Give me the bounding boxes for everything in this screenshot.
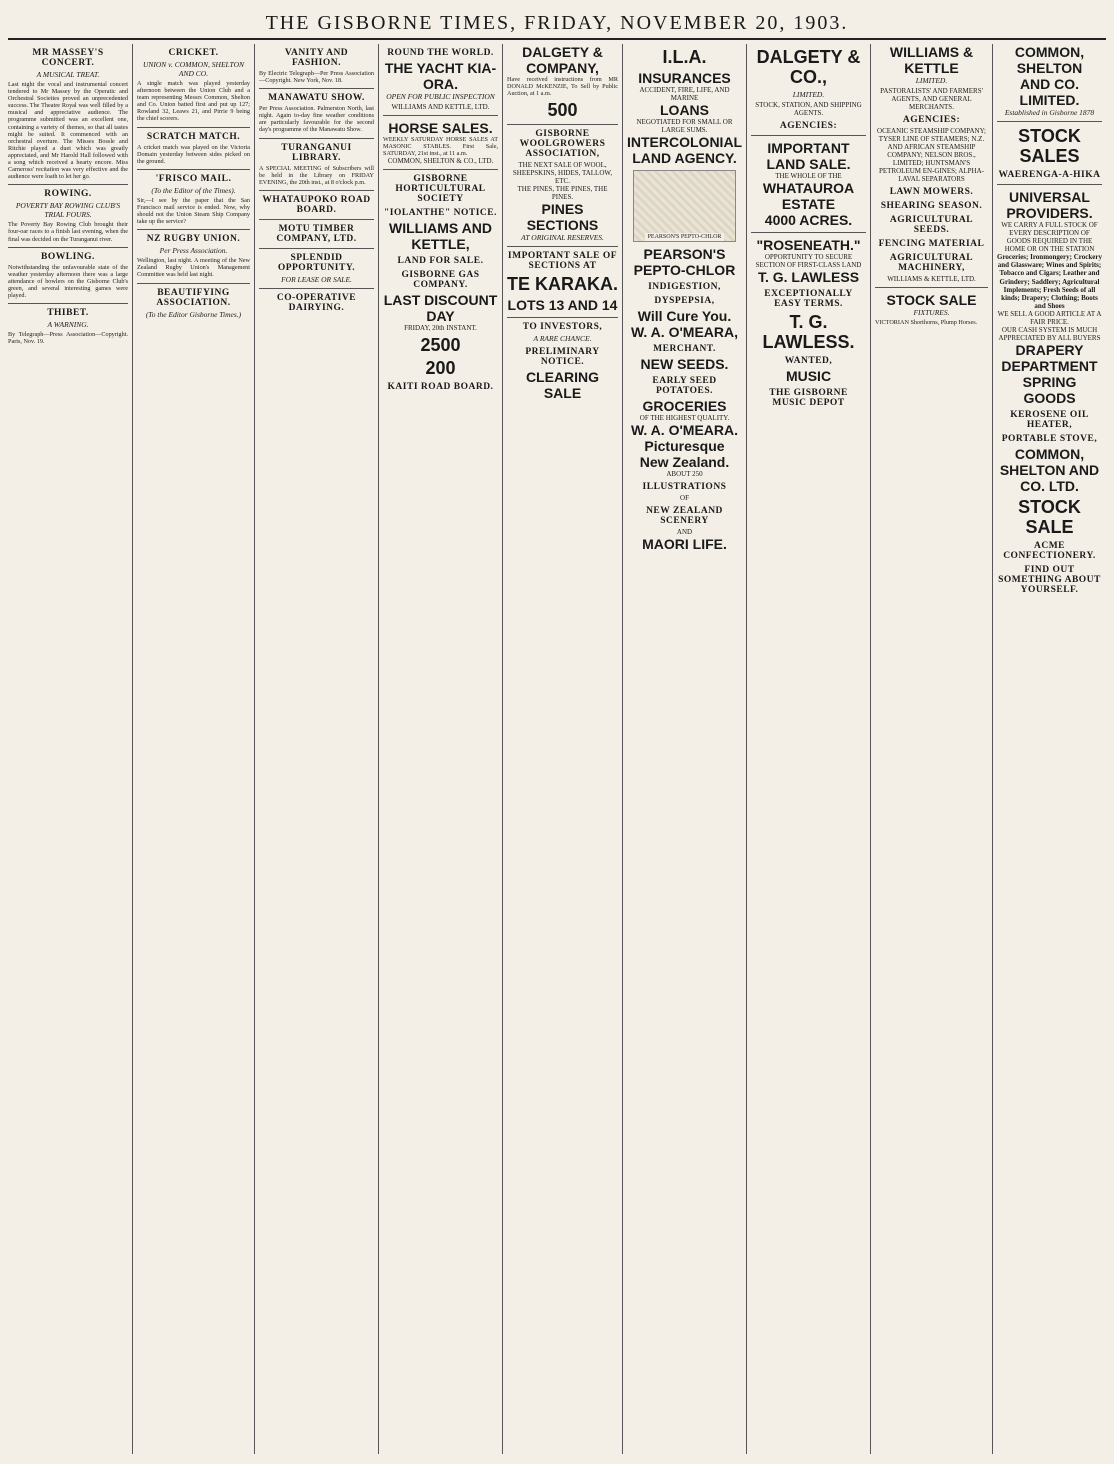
article-text: Per Press Association. Palmerston North, last night. Again to-day fine weather conditions are particularly favourable for the second day's programme of the Manawatu Show. (259, 105, 374, 134)
subheading: FIXTURES. (913, 308, 950, 317)
heading: STOCK SALE (886, 292, 977, 308)
big-number: 2500 (420, 335, 461, 356)
heading: INSURANCES (638, 70, 731, 86)
column-1 (8, 44, 132, 1454)
heading: BOWLING. (41, 251, 95, 262)
article-text: OPPORTUNITY TO SECURE SECTION OF FIRST-CLASS LAND (755, 253, 862, 269)
heading: INDIGESTION, (648, 282, 721, 292)
column-8 (870, 44, 992, 1454)
divider (507, 124, 618, 125)
subheading: Per Press Association. (159, 246, 228, 256)
article-text: WE SELL A GOOD ARTICLE AT A FAIR PRICE. (997, 310, 1102, 327)
subheading: FOR LEASE OR SALE. (281, 274, 352, 284)
subheading: OF THE HIGHEST QUALITY. (639, 414, 730, 422)
divider (259, 138, 374, 139)
heading: IMPORTANT SALE OF SECTIONS AT (507, 251, 618, 272)
heading: IMPORTANT LAND SALE. (766, 140, 851, 172)
heading: CO-OPERATIVE DAIRYING. (276, 292, 357, 313)
heading: KEROSENE OIL HEATER, (1010, 410, 1089, 431)
pines-line: THE PINES, THE PINES, THE PINES. (517, 185, 608, 202)
article-text: THE NEXT SALE OF WOOL, SHEEPSKINS, HIDES, TALLOW, ETC. (512, 161, 613, 186)
heading: DALGETY & COMPANY, (522, 44, 603, 76)
divider (507, 317, 618, 318)
heading: THIBET. (47, 308, 89, 319)
subheading: UNION v. COMMON, SHELTON AND CO. (142, 60, 245, 78)
heading: MAORI LIFE. (642, 536, 727, 552)
heading: WILLIAMS & KETTLE (889, 44, 974, 76)
heading: HORSE SALES. (388, 120, 493, 136)
heading: W. A. O'MEARA. (630, 422, 739, 438)
heading: MERCHANT. (653, 344, 716, 354)
heading: WILLIAMS AND KETTLE, (389, 220, 492, 253)
heading: T. G. LAWLESS. (762, 312, 855, 352)
text: THE WHOLE OF THE (775, 172, 842, 180)
heading: 4000 ACRES. (764, 212, 853, 228)
heading: FENCING MATERIAL (878, 239, 985, 249)
heading: 'FRISCO MAIL. (155, 173, 232, 184)
heading: FIND OUT SOMETHING ABOUT YOURSELF. (998, 565, 1101, 596)
divider (383, 169, 498, 170)
subheading: A WARNING. (47, 320, 89, 330)
heading: PRELIMINARY NOTICE. (525, 347, 600, 368)
heading: GROCERIES (642, 398, 727, 414)
column-2 (132, 44, 254, 1454)
product-list: Groceries; Ironmongery; Crockery and Glassware; Wines and Spirits; Tobacco and Cigars; Leather and Grindery; Saddlery; Agricultural Implements; Fresh Seeds of all kinds; Drapery; Clothing; Boots and Shoes (997, 253, 1102, 311)
divider (751, 232, 866, 233)
subheading: LIMITED. (792, 90, 825, 99)
heading: UNIVERSAL PROVIDERS. (1006, 189, 1093, 221)
heading: T. G. LAWLESS (757, 269, 860, 285)
heading: MUSIC (785, 368, 832, 384)
text: AND (676, 528, 693, 536)
illustration-caption: PEARSON'S PEPTO-CHLOR (645, 233, 725, 241)
divider (8, 184, 128, 185)
column-5 (502, 44, 622, 1454)
heading: KAITI ROAD BOARD. (387, 382, 494, 393)
heading: PEARSON'S (643, 246, 726, 262)
heading: I.L.A. (662, 47, 707, 67)
divider (137, 283, 250, 284)
heading: AGENCIES: (779, 121, 838, 131)
heading: PORTABLE STOVE, (1001, 434, 1098, 445)
divider (997, 121, 1102, 122)
heading: EARLY SEED POTATOES. (652, 376, 717, 396)
heading: MOTU TIMBER COMPANY, LTD. (276, 223, 357, 244)
article-text: The Poverty Bay Rowing Club brought their four-oar races to a finish last evening, when the final was decided on the Turanganui river. (8, 221, 128, 243)
article-text: Sir,—I see by the paper that the San Francisco mail service is ended. Now, why should not the Union Steam Ship Company take up the service? (137, 196, 250, 226)
subheading: OPEN FOR PUBLIC INSPECTION (386, 92, 495, 101)
subheading: (To the Editor of the Times). (151, 185, 236, 195)
heading: CRICKET. (168, 48, 219, 58)
heading: TO INVESTORS, (522, 322, 603, 333)
heading: DALGETY & CO., (756, 47, 861, 87)
subheading: A RARE CHANCE. (533, 334, 592, 344)
heading: LAST DISCOUNT DAY (383, 292, 498, 325)
column-3 (254, 44, 378, 1454)
article-text: By Telegraph—Press Association—Copyright. Paris, Nov. 19. (8, 331, 128, 346)
heading: LAND FOR SALE. (397, 256, 484, 267)
article-text: WEEKLY SATURDAY HORSE SALES AT MASONIC STABLES. First Sale, SATURDAY, 21st inst., at 11 a.m. (383, 136, 498, 158)
heading: AND CO. LIMITED. (1019, 76, 1080, 108)
heading: ACME CONFECTIONERY. (1003, 541, 1096, 562)
signature: WILLIAMS AND KETTLE, LTD. (391, 103, 490, 111)
article-text: Wellington, last night. A meeting of the New Zealand Rugby Union's Management Committee was held last night. (137, 257, 250, 279)
heading: "IOLANTHE" NOTICE. (384, 208, 497, 219)
article-text: STOCK, STATION, AND SHIPPING AGENTS. (755, 101, 862, 117)
heading: THE YACHT KIA-ORA. (384, 60, 497, 92)
divider (507, 246, 618, 247)
date-line: FRIDAY, 20th INSTANT. (404, 324, 477, 333)
heading: LAWN MOWERS. (889, 187, 974, 197)
heading: BEAUTIFYING ASSOCIATION. (156, 287, 231, 308)
heading: ROWING. (44, 189, 92, 200)
heading: INTERCOLONIAL LAND AGENCY. (627, 134, 743, 166)
advert-illustration (633, 170, 736, 242)
article-text: A single match was played yesterday afternoon between the Union Club and a team representing Messrs Common, Shelton and Co. Union batted first and put up 127; Rowland 32, Leaws 21, and Pirrie 9 being the chief scorers. (137, 80, 250, 123)
article-text: A SPECIAL MEETING of Subscribers will be held in the Library on FRIDAY EVENING, the 20th inst., at 8 o'clock p.m. (259, 164, 374, 186)
divider (383, 115, 498, 116)
heading: MANAWATU SHOW. (268, 93, 365, 104)
heading: TE KARAKA. (507, 274, 618, 295)
subheading: AT ORIGINAL RESERVES. (521, 233, 604, 243)
text: ABOUT 250 (666, 470, 703, 478)
heading: GISBORNE GAS COMPANY. (401, 270, 480, 291)
masthead (8, 8, 1106, 40)
heading: SHEARING SEASON. (880, 201, 983, 211)
heading: AGRICULTURAL MACHINERY, (889, 253, 974, 273)
divider (8, 303, 128, 304)
heading: AGENCIES: (902, 115, 961, 125)
heading: NEW SEEDS. (640, 356, 729, 372)
column-6 (622, 44, 746, 1454)
article-text: VICTORIAN Shorthorns, Plump Horses. (875, 319, 978, 326)
subheading: POVERTY BAY ROWING CLUB'S TRIAL FOURS. (15, 201, 121, 220)
article-text: WE CARRY A FULL STOCK OF EVERY DESCRIPTION OF GOODS REQUIRED IN THE HOME OR ON THE STATION (1001, 221, 1098, 253)
heading: COMMON, SHELTON (1014, 44, 1085, 76)
heading: ROUND THE WORLD. (387, 48, 494, 58)
article-text: Have received instructions from MR DONALD McKENZIE, To Sell by Public Auction, at 1 a.m. (507, 76, 618, 98)
heading: SPRING GOODS (1022, 374, 1077, 407)
heading: GISBORNE WOOLGROWERS ASSOCIATION, (519, 129, 606, 160)
signature: WILLIAMS & KETTLE, LTD. (887, 275, 976, 283)
agency-list: OCEANIC STEAMSHIP COMPANY; TYSER LINE OF STEAMERS; N.Z. AND AFRICAN STEAMSHIP COMPANY; NELSON BROS., LIMITED; HUNTSMAN'S PETROLEUM EN-GINES; ALPHA-LAVAL SEPARATORS (877, 127, 986, 183)
heading: LOANS (660, 102, 709, 118)
heading: WAERENGA-A-HIKA (998, 170, 1101, 180)
heading: MR MASSEY'S CONCERT. (32, 48, 104, 68)
subheading: (To the Editor Gisborne Times.) (145, 309, 242, 319)
heading: "ROSENEATH." (756, 237, 861, 253)
column-4 (378, 44, 502, 1454)
heading: New Zealand. (639, 454, 730, 470)
heading: NZ RUGBY UNION. (146, 234, 241, 245)
divider (259, 248, 374, 249)
column-7 (746, 44, 870, 1454)
divider (137, 229, 250, 230)
heading: NEW ZEALAND SCENERY (646, 506, 723, 526)
divider (137, 127, 250, 128)
divider (259, 219, 374, 220)
heading: LOTS 13 AND 14 (507, 297, 618, 314)
heading: DRAPERY DEPARTMENT (1001, 342, 1098, 375)
heading: THE GISBORNE MUSIC DEPOT (769, 388, 848, 408)
heading: W. A. O'MEARA, (630, 324, 739, 340)
subheading: Established in Gisborne 1878 (1004, 108, 1095, 117)
subheading: A MUSICAL TREAT. (36, 70, 100, 79)
heading: Will Cure You. (637, 308, 732, 324)
article-text: OUR CASH SYSTEM IS MUCH APPRECIATED BY ALL BUYERS (998, 326, 1101, 343)
article-text: PASTORALISTS' AND FARMERS' AGENTS, AND GENERAL MERCHANTS. (880, 87, 983, 111)
heading: PINES SECTIONS (526, 201, 599, 234)
divider (875, 287, 988, 288)
signature: COMMON, SHELTON & CO., LTD. (387, 157, 494, 166)
heading: TURANGANUI LIBRARY. (281, 142, 352, 163)
heading: Picturesque (644, 438, 725, 454)
divider (137, 169, 250, 170)
heading: STOCK SALE (1018, 497, 1081, 538)
heading: ILLUSTRATIONS (642, 482, 727, 492)
article-text: Last night the vocal and instrumental concert tendered to Mr Massey by the Operatic and Orchestral Societies proved an unprecedented success. The Theatre Royal was well filled by a musical and appreciative audience. The programme submitted was an excellent one, containing a variety of themes, so that all tastes might be suited. It commenced with an orchestral overture. The Misses Bossle and Ritchie played a duet which was greatly appreciated, and Mr Harold Hall followed with a song which received a hearty encore. Miss Carneross' recitation was very effective and the audience were loath to let her go. (8, 81, 128, 181)
heading: CLEARING SALE (525, 369, 600, 402)
heading: PEPTO-CHLOR (633, 262, 736, 278)
heading: VANITY AND FASHION. (284, 48, 349, 68)
heading: EXCEPTIONALLY EASY TERMS. (764, 289, 853, 309)
masthead-title: THE GISBORNE TIMES, FRIDAY, NOVEMBER 20, 1903. (265, 11, 849, 34)
article-text: By Electric Telegraph—Per Press Association—Copyright. New York, Nov. 18. (259, 70, 374, 85)
heading: AGRICULTURAL SEEDS. (889, 215, 974, 235)
heading: STOCK SALES (1018, 126, 1081, 166)
heading: SCRATCH MATCH. (146, 131, 241, 142)
article-text: ACCIDENT, FIRE, LIFE, AND MARINE (639, 86, 730, 102)
article-text: Notwithstanding the unfavourable state of the weather yesterday afternoon there was a large attendance of bowlers on the Gisborne Club's green, and several interesting games were played. (8, 263, 128, 299)
big-number: 500 (547, 100, 578, 121)
heading: SPLENDID OPPORTUNITY. (277, 252, 356, 273)
heading: DYSPEPSIA, (654, 296, 715, 306)
article-text: A cricket match was played on the Victoria Domain yesterday between sides picked on the ground. (137, 143, 250, 165)
heading: GISBORNE HORTICULTURAL SOCIETY (395, 174, 486, 205)
divider (259, 288, 374, 289)
heading: COMMON, SHELTON AND CO. LTD. (999, 446, 1100, 495)
divider (751, 135, 866, 136)
big-number: 200 (425, 358, 456, 379)
subheading: LIMITED. (915, 76, 948, 85)
columns (8, 44, 1106, 1454)
article-text: NEGOTIATED FOR SMALL OR LARGE SUMS. (636, 118, 733, 134)
heading: WHATAUPOKO ROAD BOARD. (262, 194, 371, 215)
heading: WHATAUROA ESTATE (762, 180, 855, 212)
divider (997, 184, 1102, 185)
heading: WANTED, (784, 356, 833, 366)
divider (8, 247, 128, 248)
column-9 (992, 44, 1106, 1454)
divider (259, 88, 374, 89)
divider (259, 190, 374, 191)
text: OF (680, 494, 689, 502)
